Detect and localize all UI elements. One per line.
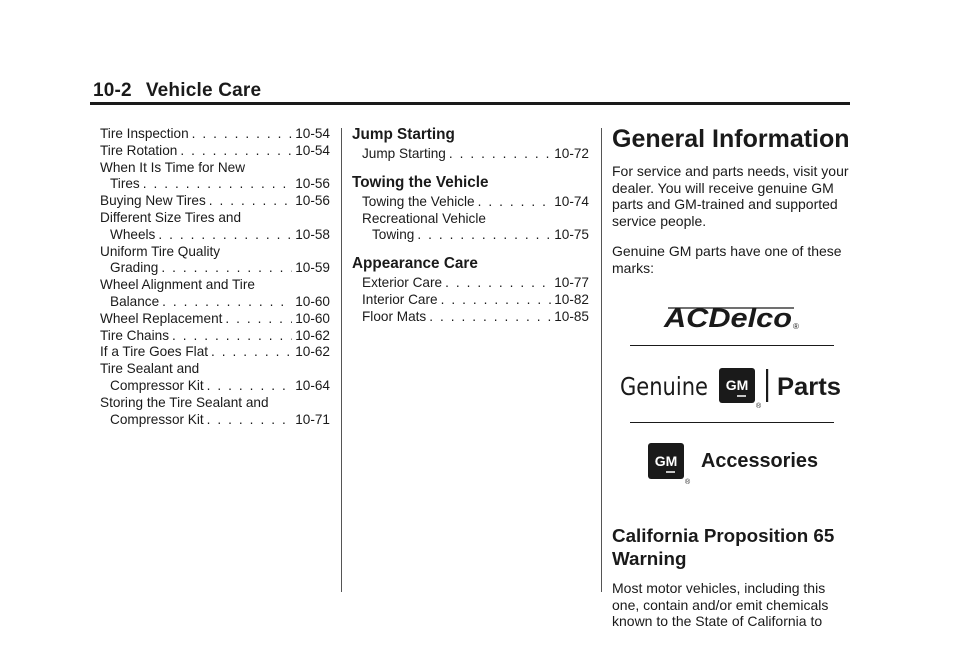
- toc-entry: [100, 361, 330, 395]
- toc-page-number: 10-75: [554, 227, 589, 243]
- toc-page-number: 10-82: [554, 291, 589, 307]
- toc-leader-dots: [172, 328, 292, 345]
- general-information-heading: General Information: [612, 125, 850, 153]
- toc-line: [362, 309, 589, 326]
- toc-leader-dots: [207, 378, 293, 395]
- toc-entry: [100, 344, 330, 361]
- toc-leader-dots: [207, 412, 293, 429]
- toc-entry-title: Interior Care: [362, 291, 438, 307]
- column-divider-1: [341, 128, 342, 592]
- genuine-word: Genuine: [620, 372, 708, 401]
- logo-rule-2: [630, 422, 834, 423]
- toc-column-middle: [352, 126, 589, 337]
- toc-line: [100, 244, 330, 261]
- acdelco-wordmark: ACDelco: [662, 303, 792, 332]
- accessories-word: Accessories: [701, 450, 818, 472]
- toc-line: [362, 292, 589, 309]
- toc-entry-title: Wheel Replacement: [100, 310, 223, 326]
- toc-entry: [352, 194, 589, 211]
- gm-registered: ®: [685, 479, 691, 486]
- toc-line: [100, 176, 330, 193]
- toc-entry: [100, 311, 330, 328]
- toc-section-heading: Towing the Vehicle: [352, 173, 489, 191]
- toc-line: [100, 344, 330, 361]
- gm-accessories-logo: [648, 436, 838, 486]
- toc-page-number: 10-54: [295, 126, 330, 141]
- acdelco-logo: [662, 302, 802, 332]
- toc-leader-dots: [478, 194, 552, 211]
- toc-line: [100, 277, 330, 294]
- toc-entry: [100, 160, 330, 194]
- toc-entry-title: Grading: [110, 260, 159, 276]
- marks-paragraph: Genuine GM parts have one of these marks:: [612, 243, 842, 276]
- toc-line: [100, 227, 330, 244]
- toc-section-heading: Appearance Care: [352, 255, 478, 273]
- toc-entry-title: Tires: [110, 176, 140, 192]
- toc-entry: [352, 146, 589, 163]
- toc-page-number: 10-58: [295, 226, 330, 242]
- toc-line: [100, 210, 330, 227]
- toc-page-number: 10-59: [295, 260, 330, 276]
- toc-section: [352, 126, 589, 163]
- toc-line: [100, 160, 330, 177]
- toc-entry-title: If a Tire Goes Flat: [100, 344, 209, 360]
- toc-entry-title: Towing: [372, 227, 415, 243]
- toc-page-number: 10-56: [295, 176, 330, 192]
- toc-line: [362, 194, 589, 211]
- toc-line: [100, 361, 330, 378]
- toc-leader-dots: [211, 344, 292, 361]
- page-number: 10-2: [93, 80, 132, 101]
- toc-entry-title: Compressor Kit: [110, 377, 204, 393]
- gm-badge-text: GM: [654, 453, 678, 469]
- toc-leader-dots: [180, 143, 292, 160]
- toc-page-number: 10-56: [295, 193, 330, 209]
- section-title: Vehicle Care: [145, 80, 262, 101]
- toc-entry-title: Exterior Care: [362, 275, 443, 291]
- toc-entry-title: Wheel Alignment and Tire: [100, 277, 255, 293]
- toc-section: [352, 174, 589, 244]
- toc-line: [362, 211, 589, 228]
- toc-entry: [100, 210, 330, 244]
- toc-line: [362, 275, 589, 292]
- toc-entry: [100, 328, 330, 345]
- service-paragraph: For service and parts needs, visit your dealer. You will receive genuine GM parts and GM-trained and supported service people.: [612, 163, 849, 229]
- acdelco-registered: ®: [793, 322, 799, 331]
- toc-entry-title: Towing the Vehicle: [362, 193, 475, 209]
- toc-entry: [352, 309, 589, 326]
- toc-entry-title: Storing the Tire Sealant and: [100, 394, 269, 410]
- toc-leader-dots: [158, 227, 292, 244]
- toc-leader-dots: [441, 292, 552, 309]
- column-divider-2: [601, 128, 602, 592]
- toc-line: [100, 260, 330, 277]
- toc-leader-dots: [143, 176, 293, 193]
- toc-leader-dots: [429, 309, 551, 326]
- toc-leader-dots: [417, 227, 551, 244]
- parts-word: Parts: [777, 373, 841, 401]
- toc-entry-title: Tire Inspection: [100, 126, 189, 141]
- california-warning-text: Most motor vehicles, including this one, contain and/or emit chemicals known to the State of California to: [612, 580, 829, 629]
- toc-line: [100, 378, 330, 395]
- toc-entry: [100, 143, 330, 160]
- toc-entry-title: When It Is Time for New: [100, 159, 246, 175]
- toc-entry-title: Tire Sealant and: [100, 361, 200, 377]
- toc-page-number: 10-64: [295, 377, 330, 393]
- toc-entry-title: Tire Chains: [100, 327, 169, 343]
- logo-rule-1: [630, 345, 834, 346]
- toc-entry-title: Uniform Tire Quality: [100, 243, 221, 259]
- toc-page-number: 10-62: [295, 344, 330, 360]
- toc-section-heading: Jump Starting: [352, 126, 455, 143]
- toc-entry-title: Tire Rotation: [100, 142, 178, 158]
- toc-page-number: 10-72: [554, 146, 589, 161]
- toc-leader-dots: [192, 126, 293, 143]
- toc-line: [362, 146, 589, 163]
- toc-leader-dots: [225, 311, 292, 328]
- toc-line: [100, 311, 330, 328]
- logo-separator: [766, 369, 768, 402]
- toc-column-left: [100, 126, 330, 428]
- toc-line: [100, 193, 330, 210]
- toc-entry-title: Recreational Vehicle: [362, 210, 486, 226]
- toc-entry: [100, 277, 330, 311]
- toc-leader-dots: [209, 193, 292, 210]
- toc-entry-title: Wheels: [110, 226, 156, 242]
- toc-page-number: 10-54: [295, 142, 330, 158]
- toc-entry: [352, 275, 589, 292]
- page-header: [93, 80, 261, 102]
- toc-page-number: 10-85: [554, 308, 589, 324]
- toc-line: [100, 395, 330, 412]
- toc-page-number: 10-71: [295, 411, 330, 427]
- toc-page-number: 10-77: [554, 275, 589, 291]
- toc-page-number: 10-62: [295, 327, 330, 343]
- toc-entry: [352, 292, 589, 309]
- brand-marks: [612, 276, 852, 508]
- toc-entry-title: Floor Mats: [362, 308, 427, 324]
- toc-line: [362, 227, 589, 244]
- toc-line: [100, 126, 330, 143]
- california-warning-heading: California Proposition 65 Warning: [612, 525, 835, 569]
- toc-entry: [100, 244, 330, 278]
- info-column: [612, 126, 852, 630]
- gm-badge-text: GM: [725, 377, 749, 393]
- toc-page-number: 10-60: [295, 310, 330, 326]
- toc-entry: [352, 211, 589, 245]
- toc-entry: [100, 193, 330, 210]
- toc-entry-title: Compressor Kit: [110, 411, 204, 427]
- toc-line: [100, 412, 330, 429]
- toc-leader-dots: [449, 146, 551, 163]
- toc-entry-title: Buying New Tires: [100, 193, 206, 209]
- toc-entry-title: Different Size Tires and: [100, 209, 242, 225]
- toc-entry-title: Jump Starting: [362, 146, 446, 161]
- toc-entry: [100, 126, 330, 143]
- toc-page-number: 10-74: [554, 193, 589, 209]
- toc-section: [352, 255, 589, 325]
- toc-leader-dots: [162, 294, 292, 311]
- toc-leader-dots: [161, 260, 292, 277]
- toc-line: [100, 143, 330, 160]
- header-rule: [90, 102, 850, 105]
- gm-registered: ®: [756, 403, 762, 410]
- toc-entry: [100, 395, 330, 429]
- toc-page-number: 10-60: [295, 293, 330, 309]
- genuine-gm-parts-logo: [620, 360, 852, 410]
- toc-line: [100, 328, 330, 345]
- toc-line: [100, 294, 330, 311]
- toc-leader-dots: [445, 275, 551, 292]
- toc-entry-title: Balance: [110, 293, 160, 309]
